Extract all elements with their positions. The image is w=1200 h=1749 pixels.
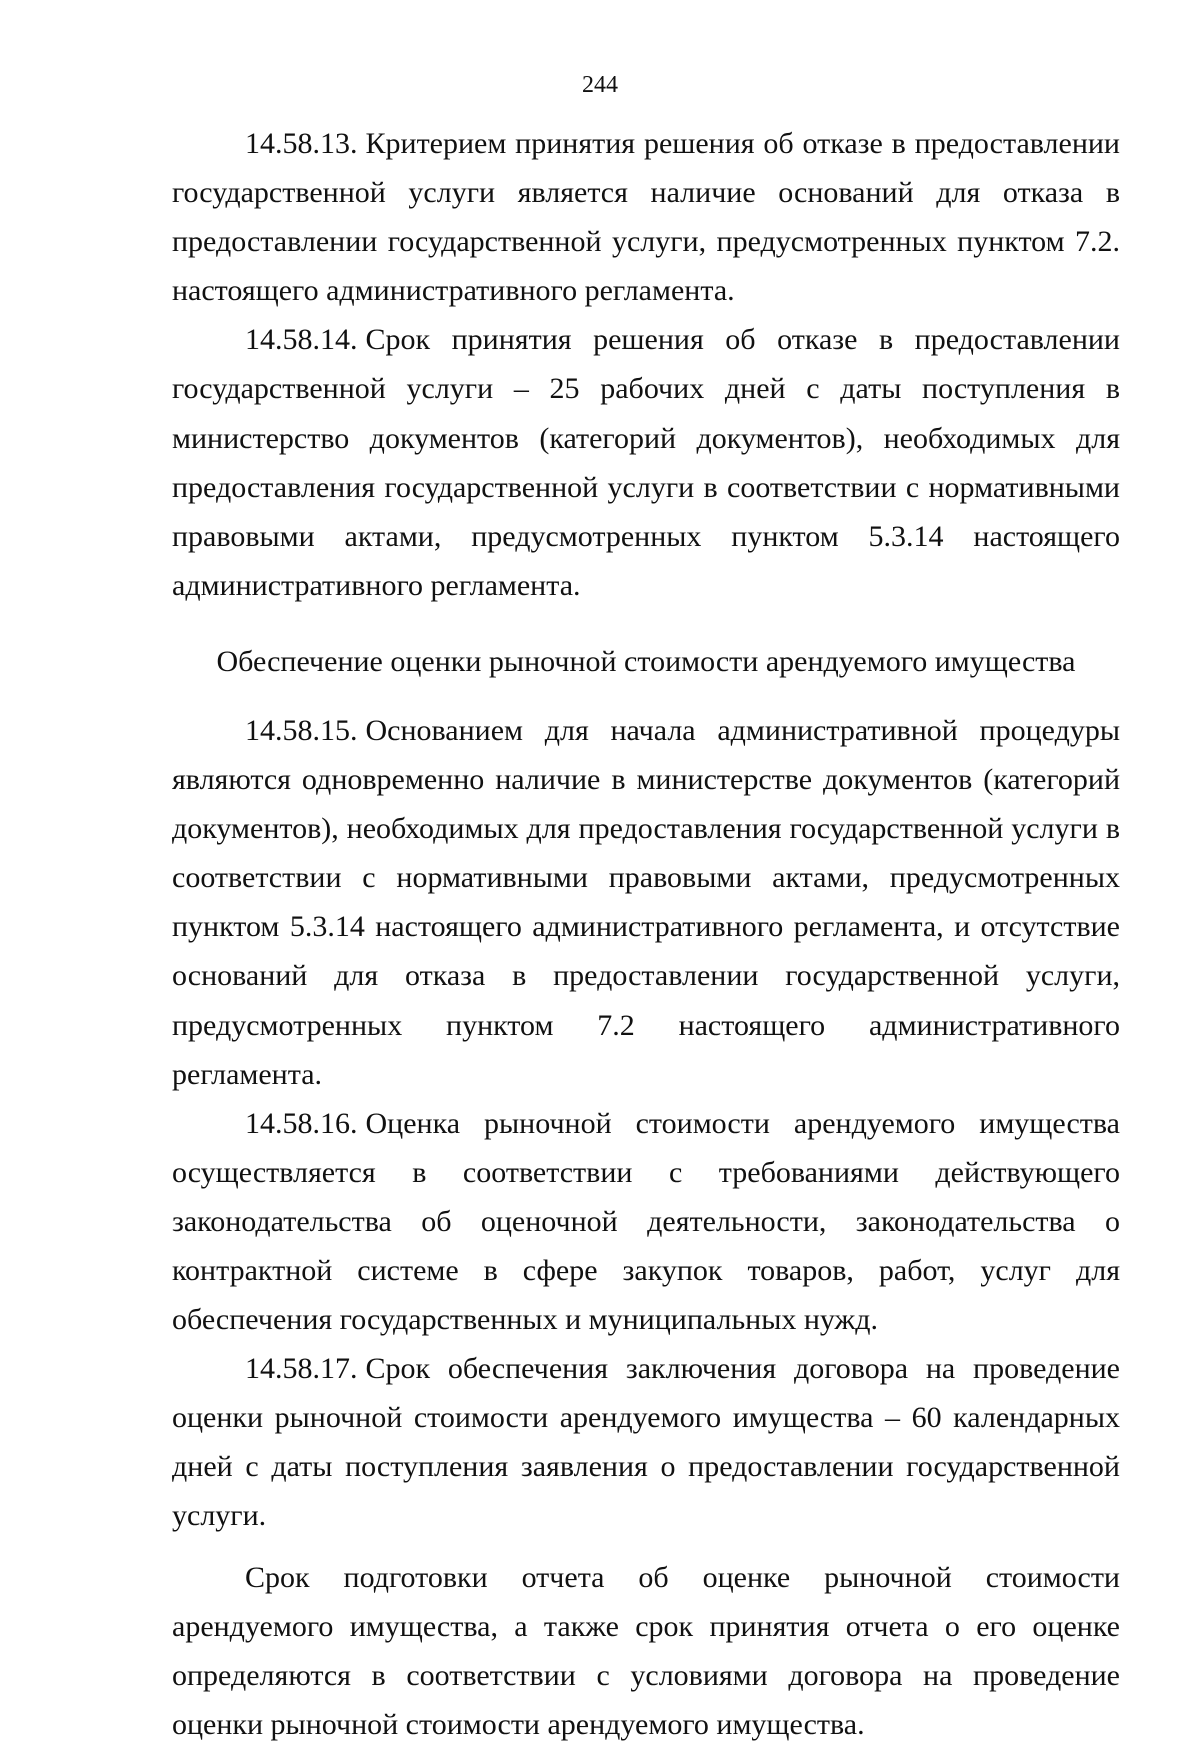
paragraph-14-58-13: [172, 119, 1120, 315]
paragraph-text: Срок принятия решения об отказе в предоставлении государственной услуги – 25 рабочих дней с даты поступления в министерство документов (категорий документов), необходимых для предоставления государственной услуги в соответствии с нормативными правовыми актами, предусмотренных пунктом 5.3.14 настоящего административного регламента.: [172, 323, 1120, 602]
page-number: 244: [582, 72, 618, 98]
paragraph-final: Срок подготовки отчета об оценке рыночной стоимости арендуемого имущества, а также срок принятия отчета о его оценке определяются в соответствии с условиями договора на проведение оценки рыночной стоимости арендуемого имущества.: [172, 1560, 1120, 1741]
paragraph-number: 14.58.15.: [245, 713, 358, 747]
paragraph-number: 14.58.16.: [245, 1106, 358, 1140]
paragraph-text: Критерием принятия решения об отказе в предоставлении государственной услуги является наличие оснований для отказа в предоставлении государственной услуги, предусмотренных пунктом 7.2. настоящего административного регламента.: [172, 127, 1120, 308]
document-body: [172, 119, 1120, 1749]
paragraph-number: 14.58.17.: [245, 1352, 358, 1386]
paragraph-text: Основанием для начала административной процедуры являются одновременно наличие в министерстве документов (категорий документов), необходимых для предоставления государственной услуги в соответствии с нормативными правовыми актами, предусмотренных пунктом 5.3.14 настоящего административного регламента, и отсутствие оснований для отказа в предоставлении государственной услуги, предусмотренных пунктом 7.2 настоящего административного регламента.: [172, 713, 1120, 1091]
paragraph-14-58-14: [172, 315, 1120, 610]
paragraph-text: Оценка рыночной стоимости арендуемого имущества осуществляется в соответствии с требованиями действующего законодательства об оценочной деятельности, законодательства о контрактной системе в сфере закупок товаров, работ, услуг для обеспечения государственных и муниципальных нужд.: [172, 1106, 1120, 1337]
paragraph-14-58-17: [172, 1344, 1120, 1540]
paragraph-text: Срок обеспечения заключения договора на проведение оценки рыночной стоимости арендуемого имущества – 60 календарных дней с даты поступления заявления о предоставлении государственной услуги.: [172, 1352, 1120, 1533]
paragraph-14-58-16: [172, 1099, 1120, 1344]
paragraph-number: 14.58.13.: [245, 127, 358, 160]
paragraph-14-58-15: [172, 706, 1120, 1099]
section-heading: Обеспечение оценки рыночной стоимости арендуемого имущества: [216, 644, 1076, 678]
paragraph-number: 14.58.14.: [245, 323, 358, 357]
